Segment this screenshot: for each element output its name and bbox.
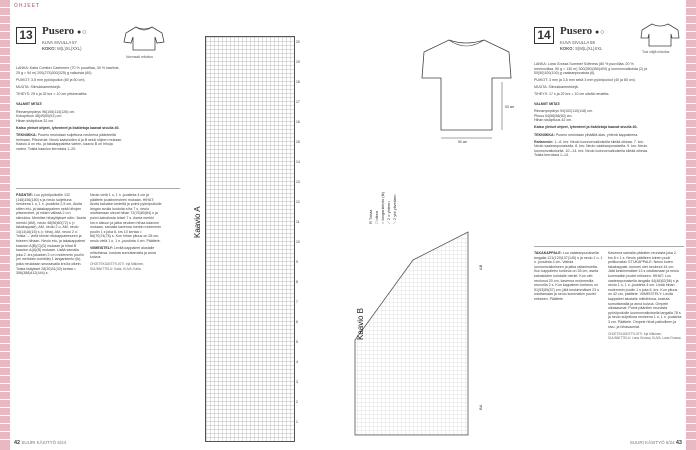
chart-a-row-number: 10 <box>296 240 300 244</box>
chart-b-label-ba: BA <box>478 404 483 410</box>
chest-measure-right: Rinnanympärys 94(102)110(118) cm. <box>534 109 593 114</box>
technique-text-right: Pusero neulotaan ylhäältä alas, yhtenä kappaleena. <box>555 132 639 137</box>
measures-heading-right: VALMIIT MITAT: <box>534 102 561 107</box>
chart-a-row-number: 15 <box>296 140 300 144</box>
stripe-heading: Raitaneule: <box>534 139 554 144</box>
back-text: Luo vaaleanpunaisella langalla 121(129)137(145) s ja neulo 1 o, 1 n -joustinta 4 cm. Vaihda luonnonvalkoiseen ja jatka raitaneuletta. Kun kappaleen korkeus on 28 cm, aseta kainaloiden kohdalle merkit. Kun olet neulonut 20 cm, kavenna molemmilla reunoilla 2 s. Kun kappaleen korkeus on 51(53)55(57) cm, jätä keskimmäiset 23 s odottamaan ja neulo kummatkin puolet erikseen. Päättele. <box>534 251 603 301</box>
chart-a-row-number: 8 <box>296 280 298 284</box>
sleeve-measure: Hihan sisäpituus 32 cm. <box>16 118 55 123</box>
gauge-right: TIHEYS: 17 s ja 22 krs = 10 cm sileää neuletta. <box>534 92 610 97</box>
right-footer <box>630 440 682 446</box>
back-heading: TAKAKAPPALE: <box>534 251 562 255</box>
chart-a-row-number: 19 <box>296 60 300 64</box>
right-col2-text: Kavenna samalla pääntien reunasta joka 2. krs 8 x 1 s. Neulo päätteen toinen puoli peilikuvaksi. ETUKAPPALE: Neulo kuten takakappale, kunnes olet neulonut 44 cm. Jätä keskimmäiset 13 s odottamaan ja neulo kummatkin puolet erikseen. HIHAT: Luo vaaleanpunaisella langalla 44(48)52(56) s ja neulo 1 o, 1 n -joustinta 4 cm. Lisää hihan molemmin puolin 1 s joka 6. krs. Kun pituus on 42 cm, päättele. VIIMEISTELY: Levitä kappaleet alustalle mittoihinsa, kostuta sumuttamalla ja anna kuivua. Ompele olkasaumat. Poimi pääntien reunasta pyöröpuikolle luonnonvalkoisella langalla 78 s ja neulo suljettuna neuleena 1 o, 1 n -joustinta 3 cm. Päättele. Ompele hihat paikoilleen ja sivu- ja hihasaumat. <box>608 251 682 329</box>
chest-measure: Rinnanympärys 96(106)114(126) cm. <box>16 109 76 114</box>
dim-length: 53 cm <box>505 105 515 109</box>
size-line-right <box>560 46 602 51</box>
body-text: Luo pyöröpuikoille 132 (148)156(180) s ja neulo suljettuna neuleena 1 o, 1 n -joustinta 2,5 cm. Aloita sitten etu- ja takakappaleen sekä hihojen pitsineuleet, ja niiden välissä 2 o:n silmukka. Merkitse hihaylitykset näin: 'Aseta merkki (AM), neulo 48(56)60(72) s (= takakappale), AM, neulo 2 o, AM, neulo 14(14)16(16) s (= hiha), AM, neulo 2 o'. Toista '–' vielä kerran etukappaleeseen ja toiseen hihaan. Neulo etu- ja takakappaleet kaavion A(B)(C)(D) mukaan ja hihat B kaavion A(A)(B) mukaan. Lisää samalla joka 2. krs jokaisen 2 o:n molemmin puolin (eli merkkien kohdilla) 1 langankierto (lk), jotka neulotaan seuraavalla krs:lla oikein. Toista lisäykset 28(30)31(33) kertaa = 356(388)412(444) s. <box>16 193 86 276</box>
sleeve-measure-right: Hihan sisäpituus 42 cm. <box>534 118 573 123</box>
technique-text: Pusero neulotaan suljettuna neuleena päänteeltä helmaan. Pitsineule: Neulo kaavioiden A ja B sekä ohjeen mukaan. Kaavio A on etu- ja takakappaletta varten, kaavio B on hihoja varten. Toista kaavion kerroksia 1–20. <box>16 132 123 151</box>
chart-a-row-number: 2 <box>296 400 298 404</box>
credit-line: OHJETEKIJÄ/STYLISTI: Irja Mäkinen, SUUNNITTELU: Katia, KUVA: Katia. <box>90 262 145 271</box>
fit-caption-right: Tosi väljä mitoitus <box>642 50 670 54</box>
materials-block <box>16 66 124 154</box>
size-label: KOKO: <box>42 46 56 51</box>
chart-a-row-number: 3 <box>296 380 298 384</box>
legend-repeat: Toista <box>368 209 373 221</box>
title-text: Pusero <box>42 25 75 37</box>
chart-a-row-number: 4 <box>296 360 298 364</box>
pattern-number-right: 14 <box>534 27 554 44</box>
materials-right: LANKA: Lana Grossa Summer Softness (80 % puuvillaa, 20 % merinovillaa, 50 g = 130 m) 300(350)350(400) g luonnonvalkoista (2) ja 50(50)100(100) g vaaleanpunaista (6). <box>534 62 648 76</box>
gauge: TIHEYS: 25 s ja 32 krs = 10 cm pitsineuletta. <box>16 91 88 96</box>
materials: LANKA: Katia Comfort Cashmere (70 % puuvillaa, 30 % kashmir, 25 g = 94 m) 200(275)300(325) g valkoista (60). <box>16 66 120 75</box>
back-instructions <box>534 251 604 304</box>
chart-a-row-number: 9 <box>296 260 298 264</box>
chart-a-row-number: 5 <box>296 340 298 344</box>
length-measure: Kokopituus 48(49)50(51) cm. <box>16 114 63 119</box>
body-heading: PÄÄNTIE: <box>16 193 33 197</box>
stripe-text: 1.–6. krs: Neulo luonnonvalkoisella sileää oikeaa. 7. krs: Neulo vaaleanpunaisella. 8. krs: Neulo vaaleanpunaisella. 9. krs: Neulo luonnonvalkoisella. 10.–14. krs: Neulo luonnonvalkoisella sileää oikeaa. Toista kerroksia 1–14. <box>534 139 648 158</box>
size-label-right: KOKO: <box>560 46 574 51</box>
size-value: M(L)XL(XXL) <box>57 46 82 51</box>
chart-a-row-number: 12 <box>296 200 300 204</box>
chart-b-title: Kaavio B <box>356 307 365 340</box>
extras-right: MUUTA: Silmukkamerkkejä. <box>534 85 579 90</box>
legend-k2tog: 2 o yhteen <box>386 201 391 221</box>
right-page <box>348 0 696 450</box>
chart-a-row-number: 14 <box>296 160 300 164</box>
needles-right: PUIKOT: 3 mm ja 3,5 mm sekä 3 mm pyöröpuikot (40 ja 80 cm). <box>534 78 636 83</box>
sweater-sketch-icon-right <box>640 22 680 48</box>
legend-ssk: 2 yht ylivetäen <box>392 194 397 221</box>
page-number-right: 43 <box>675 440 682 446</box>
chart-b-label-ab: AB <box>478 264 483 270</box>
divider-right <box>534 246 684 247</box>
photo-ref: KUVA SIVULLA 57 <box>42 40 77 45</box>
pattern-title-right <box>560 25 605 37</box>
divider <box>16 188 180 189</box>
left-page-edge <box>0 0 10 450</box>
technique-heading-right: TEKNIIKKA: <box>534 132 555 137</box>
size-value-right: S(M)L(XL)XXL <box>575 46 603 51</box>
dim-width: 50 cm <box>458 140 468 144</box>
finishing-text: Levitä kappaleet alustalle mittoihinsa, kostuta sumuttamalla ja anna kuivua. <box>90 246 156 260</box>
chart-a-row-number: 16 <box>296 120 300 124</box>
chart-legend: R Toista □ oikea ○ langankierto (lk) ⟋ 2 o yhteen ⟍ 2 yht ylivetäen <box>368 192 397 224</box>
title-text-right: Pusero <box>560 25 593 37</box>
sweater-sketch-icon <box>122 24 166 52</box>
section-label: OHJEET <box>14 3 41 9</box>
difficulty-indicator-right: ●○ <box>594 28 606 36</box>
pattern-number: 13 <box>16 27 36 44</box>
length-measure-right: Pituus 54(56)58(60) cm. <box>534 113 573 118</box>
chart-a-row-number: 18 <box>296 80 300 84</box>
photo-ref-right: KUVA SIVULLA 58 <box>560 40 595 45</box>
technique-heading: TEKNIIKKA: <box>16 132 37 137</box>
needles: PUIKOT: 3,5 mm pyöröpuikot (80 ja 60 cm). <box>16 77 86 82</box>
footer-text-right: SUURI KÄSITYÖ 5/24 <box>629 440 675 445</box>
legend-yarnover: langankierto (lk) <box>380 192 385 221</box>
page-number-left: 42 <box>14 440 21 446</box>
chart-a-row-number: 20 <box>296 40 300 44</box>
chart-a-row-number: 13 <box>296 180 300 184</box>
sleeve-instructions <box>90 193 162 274</box>
pattern-title <box>42 25 87 37</box>
body-instructions <box>16 193 86 278</box>
legend-title: R <box>368 221 373 224</box>
extras: MUUTA: Silmukkamerkkejä. <box>16 84 61 89</box>
difficulty-indicator: ●○ <box>76 28 88 36</box>
sleeve-text: Neulo vielä 1 o, 1 n -joustinta 4 cm ja päättele joustinneuleen mukaan. HIHAT: Aloita kainalon kedeltä ja poimi pyöröpuikolle langan avulla luodulta s:lta 7 s, neulo odottamaan olevat hihan 72(76)80(84) s ja poimi kainalosta toiset 7 s. Aseta merkki krs:n alkuun ja jatka neuloen hihaa kaavion mukaan, samalla kavenna merkin molemmin puolin 1 s joka 8. krs 10 kertaa = 66(70)74(78) s. Kun hihan pituus on 28 cm, neulo vielä 1 o, 1 n -joustinta 4 cm. Päättele. <box>90 193 162 243</box>
chart-b-grid <box>353 230 473 440</box>
fit-caption: Normaali mitoitus <box>126 55 154 59</box>
schematic-diagram <box>414 30 519 150</box>
general-note: Katso yleiset ohjeet, lyhenteet ja lisätietoja kaavat sivulla 40. <box>16 125 120 130</box>
credit-line-right: OHJETEKIJÄ/STYLISTI: Irja Mäkinen, SUUNNITTELU: Lana Grossa, KUVA: Lana Grossa. <box>608 331 682 341</box>
chart-a-row-number: 11 <box>296 220 300 224</box>
right-page-edge <box>686 0 696 450</box>
materials-block-right <box>534 62 654 161</box>
chart-a-row-number: 6 <box>296 320 298 324</box>
chart-a-row-number: 17 <box>296 100 300 104</box>
footer-text-left: SUURI KÄSITYÖ 5/24 <box>21 440 67 445</box>
size-line <box>42 46 82 51</box>
chart-a-row-number: 1 <box>296 420 298 424</box>
finishing-heading: VIIMEISTELY: <box>90 246 113 251</box>
legend-knit: oikea <box>374 210 379 221</box>
chart-a-grid <box>205 36 295 442</box>
right-col2-instructions <box>608 251 682 343</box>
measures-heading: VALMIIT MITAT: <box>16 102 43 107</box>
chart-a-row-number: 7 <box>296 300 298 304</box>
general-note-right: Katso yleiset ohjeet, lyhenteet ja lisätietoja kaavat sivulla 40. <box>534 125 638 130</box>
left-footer <box>14 440 66 446</box>
chart-a-title: Kaavio A <box>193 206 202 238</box>
